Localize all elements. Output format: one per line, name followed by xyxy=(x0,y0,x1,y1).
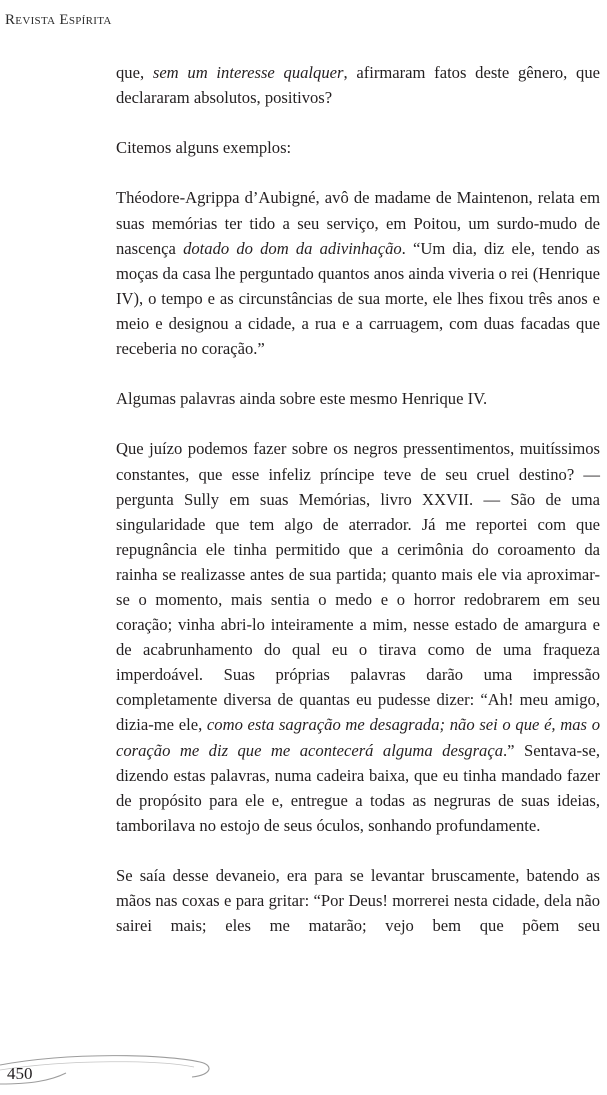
paragraph: Citemos alguns exemplos: xyxy=(116,138,292,158)
page-number: 450 xyxy=(7,1064,33,1083)
page-number-swoosh-ornament xyxy=(0,1048,220,1088)
paragraph: Que juízo podemos fazer sobre os negros pressentimentos, muitíssimos constantes, que esse infeliz príncipe teve de seu cruel destino? — pergunta Sully em suas Memórias, livro XXVII. — São de uma singularidade que tem algo de aterrador. Já me reportei com que repugnância ele tinha permitido que a cerimônia do coroamento da rainha se realizasse antes de sua partida; quanto mais ele via aproximar-se o momento, mais sentia o medo e o horror redobrarem em seu coração; vinha abri-lo inteiramente a mim, nesse estado de amargura e de acabrunhamento do qual eu o tirava como de uma fraqueza imperdoável. Suas próprias palavras darão uma impressão completamente diversa de quantas eu pudesse dizer: “Ah! meu amigo, dizia-me ele, como esta sagração me desagrada; não sei o que é, mas o coração me diz que me acontecerá alguma desgraça.” Sentava-se, dizendo estas palavras, numa cadeira baixa, que eu tinha mandado fazer de propósito para ele e, entregue a todas as negruras de suas ideias, tamborilava no estojo de seus óculos, sonhando profundamente. xyxy=(116,439,601,835)
italic-phrase: dotado do dom da adivinhação xyxy=(183,238,402,258)
running-header: Revista Espírita xyxy=(5,12,112,28)
italic-phrase: como esta sagração me desagrada; não sei o que é, mas o coração me diz que me acontecerá alguma desgraça xyxy=(116,715,600,760)
paragraph: que, sem um interesse qualquer, afirmaram fatos deste gênero, que declararam absolutos, positivos? xyxy=(116,63,600,108)
paragraph: Algumas palavras ainda sobre este mesmo Henrique IV. xyxy=(116,389,488,409)
italic-phrase: sem um interesse qualquer xyxy=(152,63,344,82)
paragraph: Théodore-Agrippa d’Aubigné, avô de madame de Maintenon, relata em suas memórias ter tido a seu serviço, em Poitou, um surdo-mudo de nascença dotado do dom da adivinhação. “Um dia, diz ele, tendo as moças da casa lhe perguntado quantos anos ainda viveria o rei (Henrique IV), o tempo e as circunstâncias de sua morte, ele lhes fixou três anos e meio e designou a cidade, a rua e a carruagem, com duas facadas que receberia no coração.” xyxy=(116,188,601,359)
paragraph: Se saía desse devaneio, era para se levantar bruscamente, batendo as mãos nas coxas e para gritar: “Por Deus! morrerei nesta cidade, dela não sairei mais; eles me matarão; vejo bem que põem seu xyxy=(116,866,600,936)
body-text xyxy=(116,60,600,938)
